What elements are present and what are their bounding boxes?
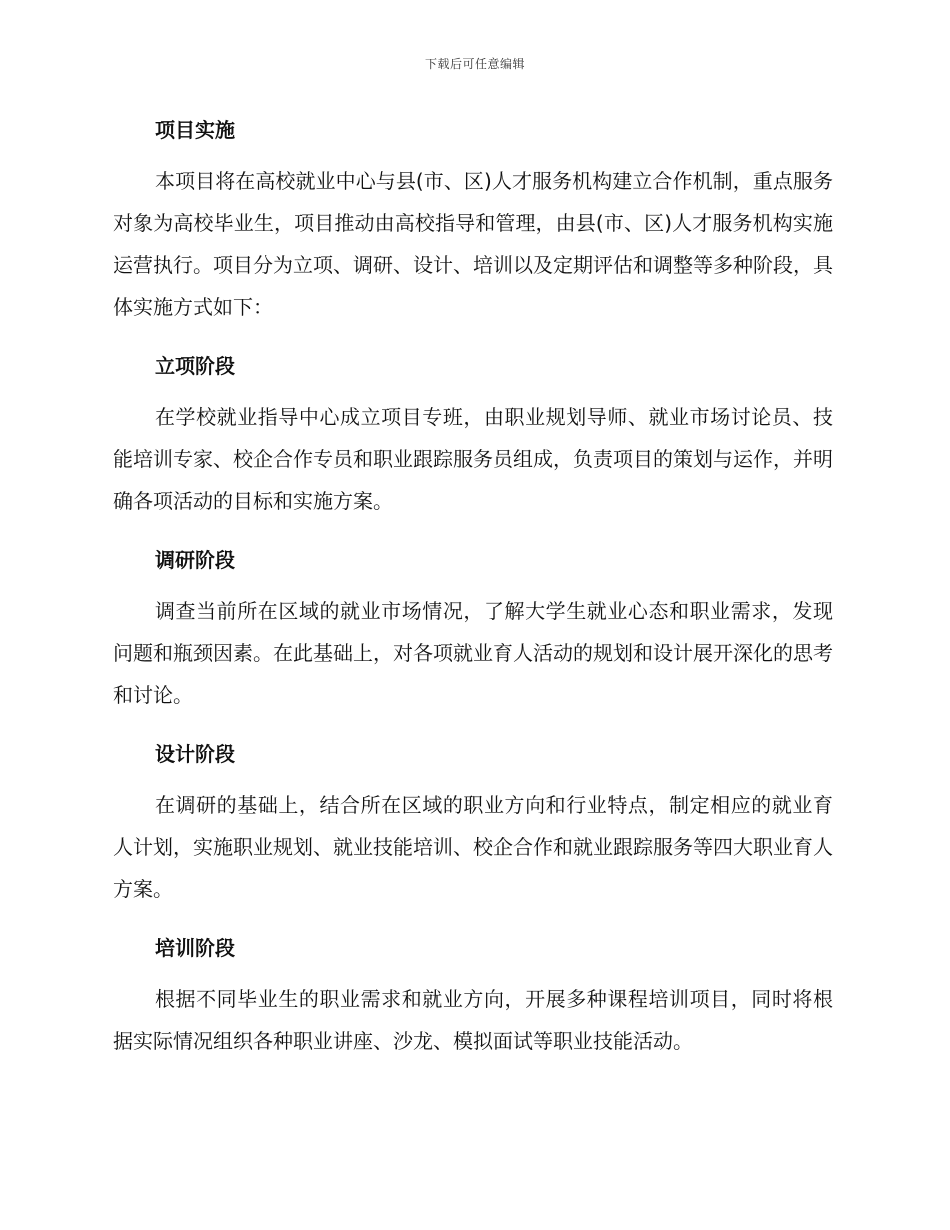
section-heading: 立项阶段: [155, 354, 235, 378]
page-header-note: 下载后可任意编辑: [424, 57, 525, 71]
document-body: [113, 110, 833, 1080]
section-heading: 设计阶段: [155, 742, 235, 766]
section-paragraph: 本项目将在高校就业中心与县(市、区)人才服务机构建立合作机制，重点服务对象为高校毕业生，项目推动由高校指导和管理，由县(市、区)人才服务机构实施运营执行。项目分为立项、调研、设计、培训以及定期评估和调整等多种阶段，具体实施方式如下：: [113, 169, 833, 319]
section-paragraph: 调查当前所在区域的就业市场情况，了解大学生就业心态和职业需求，发现问题和瓶颈因素。在此基础上，对各项就业育人活动的规划和设计展开深化的思考和讨论。: [113, 599, 833, 707]
section-initiation-stage: [113, 346, 833, 522]
section-paragraph: 根据不同毕业生的职业需求和就业方向，开展多种课程培训项目，同时将根据实际情况组织各种职业讲座、沙龙、模拟面试等职业技能活动。: [113, 987, 833, 1053]
section-heading: 项目实施: [155, 118, 235, 142]
section-project-implementation: [113, 110, 833, 328]
section-paragraph: 在学校就业指导中心成立项目专班，由职业规划导师、就业市场讨论员、技能培训专家、校企合作专员和职业跟踪服务员组成，负责项目的策划与运作，并明确各项活动的目标和实施方案。: [113, 405, 833, 513]
section-heading: 调研阶段: [155, 548, 235, 572]
section-heading: 培训阶段: [155, 936, 235, 960]
section-training-stage: [113, 928, 833, 1062]
section-research-stage: [113, 540, 833, 716]
section-paragraph: 在调研的基础上，结合所在区域的职业方向和行业特点，制定相应的就业育人计划，实施职业规划、就业技能培训、校企合作和就业跟踪服务等四大职业育人方案。: [113, 793, 833, 901]
section-design-stage: [113, 734, 833, 910]
